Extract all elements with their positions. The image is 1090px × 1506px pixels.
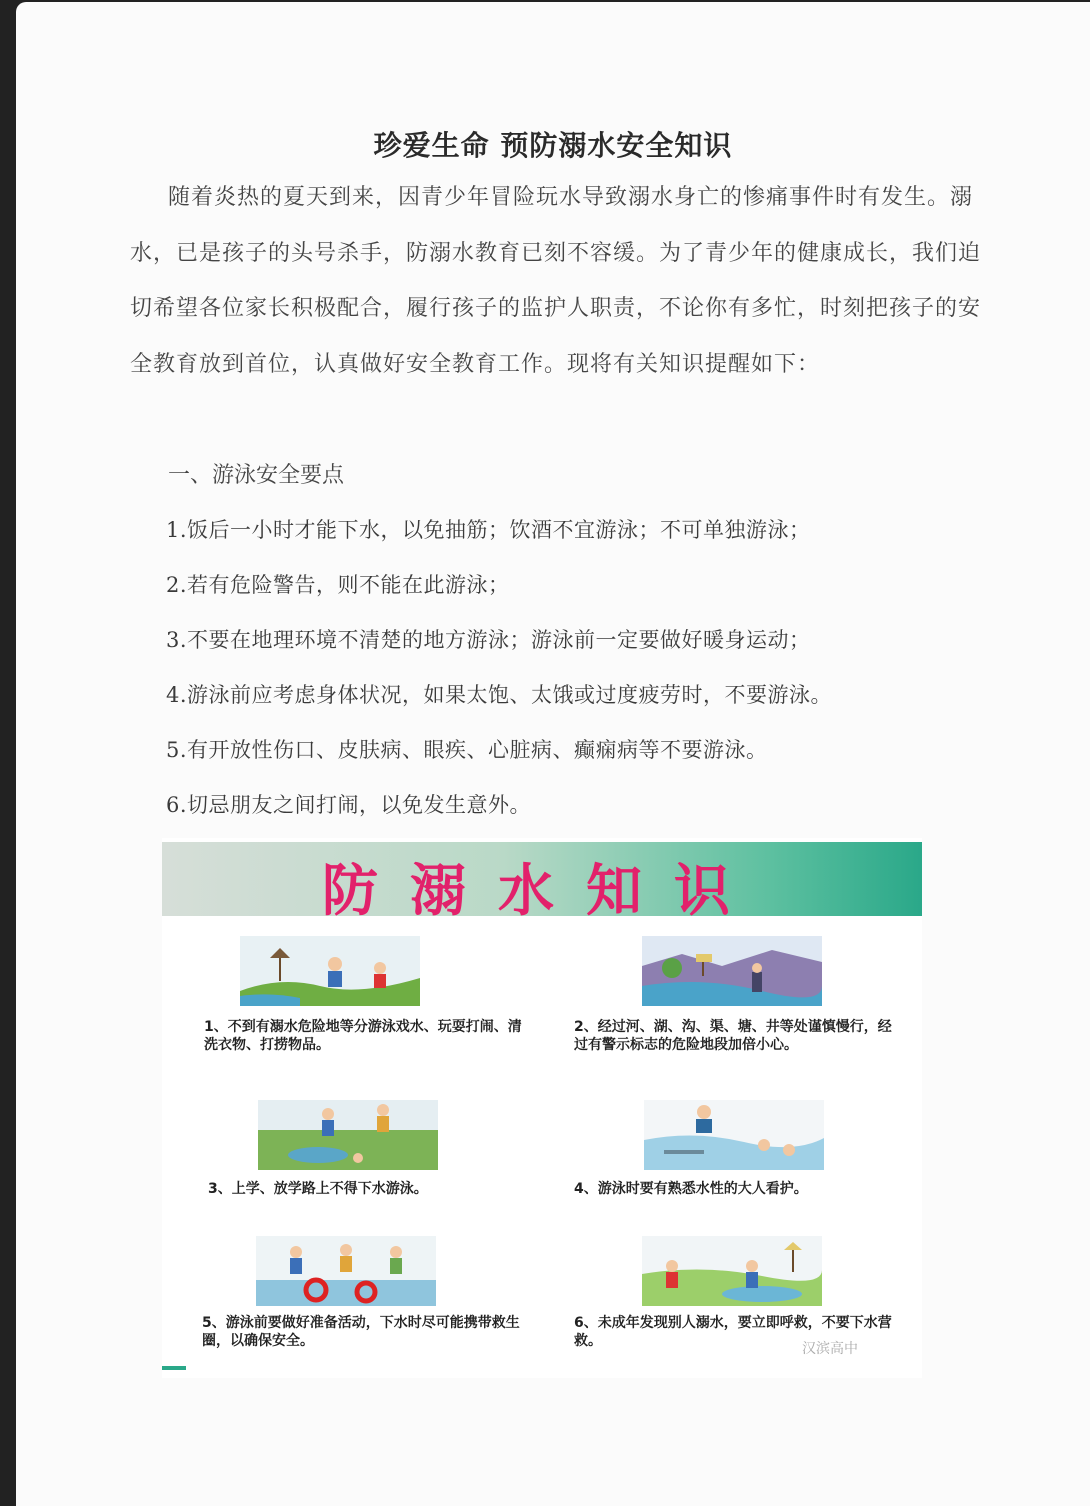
safety-poster xyxy=(162,838,922,1378)
intro-paragraph: 随着炎热的夏天到来，因青少年冒险玩水导致溺水身亡的惨痛事件时有发生。溺水，已是孩子的头号杀手，防溺水教育已刻不容缓。为了青少年的健康成长，我们迫切希望各位家长积极配合，履行孩子的监护人职责，不论你有多忙，时刻把孩子的安全教育放到首位，认真做好安全教育工作。现将有关知识提醒如下： xyxy=(130,185,982,377)
tip-text: 6、未成年发现别人溺水，要立即呼救，不要下水营救。 xyxy=(574,1315,892,1349)
rule-item: 5.有开放性伤口、皮肤病、眼疾、心脏病、癫痫病等不要游泳。 xyxy=(166,738,768,762)
tip-text: 4、游泳时要有熟悉水性的大人看护。 xyxy=(574,1181,808,1197)
watermark: 汉滨高中 xyxy=(802,1341,858,1357)
document-title: 珍爱生命 预防溺水安全知识 xyxy=(373,129,733,162)
illustration-riverside-warning xyxy=(642,936,822,1006)
tip-text: 1、不到有溺水危险地等分游泳戏水、玩耍打闹、清洗衣物、打捞物品。 xyxy=(204,1019,522,1053)
poster-corner-accent xyxy=(162,1366,186,1370)
tip-text: 5、游泳前要做好准备活动，下水时尽可能携带救生圈，以确保安全。 xyxy=(202,1315,520,1349)
document-page xyxy=(16,2,1090,1506)
tip-text: 2、经过河、湖、沟、渠、塘、井等处谨慎慢行，经过有警示标志的危险地段加倍小心。 xyxy=(574,1019,892,1053)
rule-item: 6.切忌朋友之间打闹，以免发生意外。 xyxy=(166,793,532,817)
tip-text: 3、上学、放学路上不得下水游泳。 xyxy=(208,1181,428,1197)
illustration-warm-up-and-life-ring xyxy=(256,1236,436,1306)
banner-title: 防溺水知识 xyxy=(322,859,762,924)
rule-item: 1.饭后一小时才能下水，以免抽筋；饮酒不宜游泳；不可单独游泳； xyxy=(166,518,811,542)
illustration-adult-supervision xyxy=(644,1100,824,1170)
illustration-kids-on-way-to-school xyxy=(258,1100,438,1170)
poster-banner xyxy=(162,842,922,924)
rule-item: 3.不要在地理环境不清楚的地方游泳；游泳前一定要做好暖身运动； xyxy=(166,628,811,652)
section-heading: 一、游泳安全要点 xyxy=(168,463,345,488)
illustration-kids-playing-by-water xyxy=(240,936,420,1006)
rule-item: 4.游泳前应考虑身体状况，如果太饱、太饿或过度疲劳时，不要游泳。 xyxy=(166,683,833,707)
illustration-call-for-help xyxy=(642,1236,822,1306)
rule-item: 2.若有危险警告，则不能在此游泳； xyxy=(166,573,510,597)
